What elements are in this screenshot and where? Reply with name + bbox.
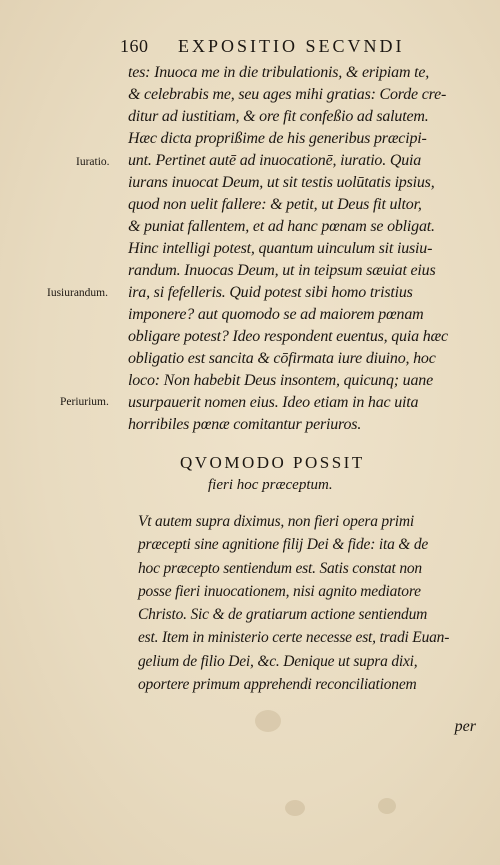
paper-stain bbox=[255, 710, 281, 732]
page-header bbox=[120, 36, 480, 58]
text-line: Christo. Sic & de gratiarum actione sentiendum bbox=[138, 606, 428, 624]
section-body-text bbox=[138, 510, 488, 696]
text-line: tes: Inuoca me in die tribulationis, & eripiam te, bbox=[128, 64, 430, 81]
text-line: Hæc dicta proprißime de his generibus præcipi- bbox=[128, 130, 427, 147]
paper-stain bbox=[285, 800, 305, 816]
text-line: obligatio est sancita & cōfirmata iure diuino, hoc bbox=[128, 350, 436, 367]
body-text bbox=[128, 62, 488, 436]
text-line: ditur ad iustitiam, & ore fit confeßio ad salutem. bbox=[128, 108, 429, 125]
text-line: imponere? aut quomodo se ad maiorem pœnam bbox=[128, 306, 424, 323]
text-line: & celebrabis me, seu ages mihi gratias: Corde cre- bbox=[128, 86, 447, 103]
section-heading bbox=[180, 452, 480, 496]
text-line: usurpauerit nomen eius. Ideo etiam in hac uita bbox=[128, 394, 419, 411]
text-line: loco: Non habebit Deus insontem, quicunq; uane bbox=[128, 372, 433, 389]
catchword: per bbox=[454, 718, 476, 735]
page-number: 160 bbox=[120, 36, 149, 56]
section-title: QVOMODO POSSIT bbox=[180, 453, 365, 472]
running-head: EXPOSITIO SECVNDI bbox=[178, 36, 405, 56]
text-line: obligare potest? Ideo respondent euentus, quia hæc bbox=[128, 328, 448, 345]
paper-stain bbox=[378, 798, 396, 814]
text-line: gelium de filio Dei, &c. Denique ut supra dixi, bbox=[138, 652, 418, 670]
text-line: præcepti sine agnitione filij Dei & fide: ita & de bbox=[138, 536, 429, 554]
marginal-note-iuratio: Iuratio. bbox=[76, 156, 110, 168]
text-line: randum. Inuocas Deum, ut in teipsum sæuiat eius bbox=[128, 262, 436, 279]
text-line: & puniat fallentem, et ad hanc pœnam se obligat. bbox=[128, 218, 435, 235]
text-line: iurans inuocat Deum, ut sit testis uolūtatis ipsius, bbox=[128, 174, 435, 191]
text-line: horribiles pœnæ comitantur periuros. bbox=[128, 416, 362, 433]
section-subtitle: fieri hoc præceptum. bbox=[208, 477, 333, 493]
text-line: posse fieri inuocationem, nisi agnito mediatore bbox=[138, 582, 421, 600]
text-line: oportere primum apprehendi reconciliationem bbox=[138, 676, 417, 694]
text-line: est. Item in ministerio certe necesse est, tradi Euan- bbox=[138, 629, 450, 647]
text-line: unt. Pertinet autē ad inuocationē, iuratio. Quia bbox=[128, 152, 422, 169]
marginal-note-periurium: Periurium. bbox=[60, 396, 109, 408]
text-line: Vt autem supra diximus, non fieri opera primi bbox=[138, 513, 415, 530]
marginal-note-iusiurandum: Iusiurandum. bbox=[47, 287, 109, 299]
text-line: ira, si fefelleris. Quid potest sibi homo tristius bbox=[128, 284, 413, 301]
text-line: hoc præcepto sentiendum est. Satis constat non bbox=[138, 559, 422, 577]
text-line: Hinc intelligi potest, quantum uinculum sit iusiu- bbox=[128, 240, 433, 257]
text-line: quod non uelit fallere: & petit, ut Deus fit ultor, bbox=[128, 196, 422, 213]
